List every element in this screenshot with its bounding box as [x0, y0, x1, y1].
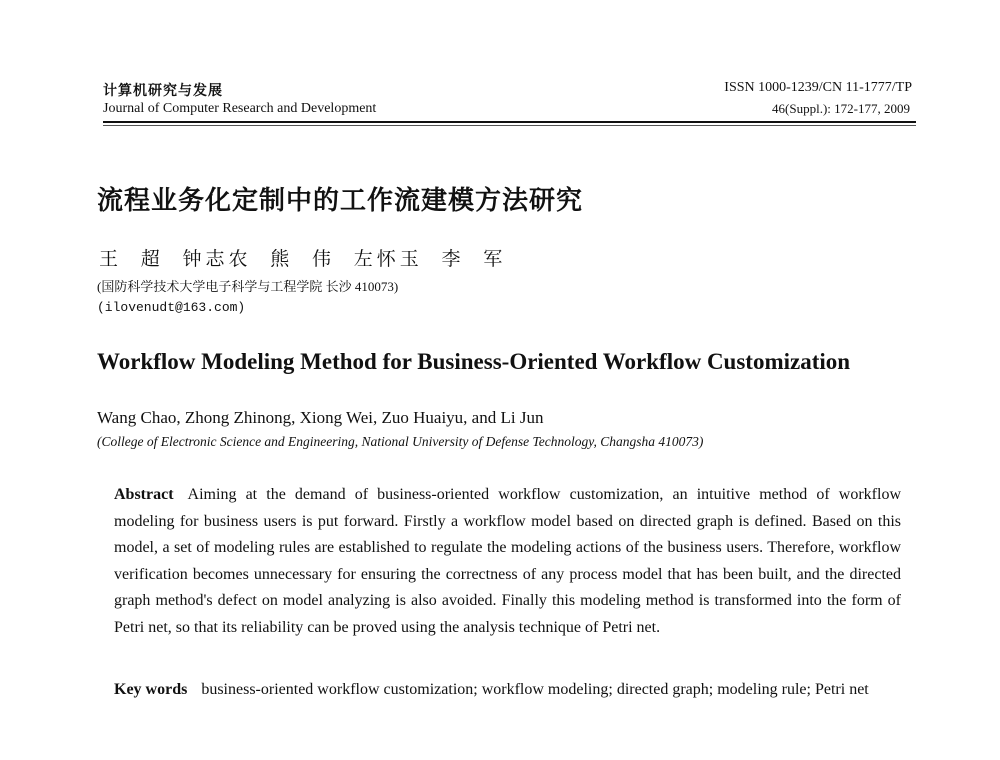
header-rule-thick [103, 121, 916, 123]
volume-label: 46(Suppl.): 172-177, 2009 [772, 101, 910, 116]
keywords-block [114, 677, 901, 704]
affiliation-cn: (国防科学技术大学电子科学与工程学院 长沙 410073) [97, 279, 399, 294]
abstract-label: Abstract [114, 486, 174, 503]
issn-label: ISSN 1000-1239/CN 11-1777/TP [724, 80, 912, 95]
authors-en: Wang Chao, Zhong Zhinong, Xiong Wei, Zuo Huaiyu, and Li Jun [97, 408, 544, 427]
abstract-text: Aiming at the demand of business-oriented workflow customization, an intuitive method of workflow modeling for business users is put forward. Firstly a workflow model based on directed graph is defined. Based on this model, a set of modeling rules are established to regulate the modeling actions of the business users. Therefore, workflow verification becomes unnecessary for ensuring the correctness of any process model that has been built, and the directed graph method's defect on model analyzing is also avoided. Finally this modeling method is transformed into the form of Petri net, so that its reliability can be proved using the analysis technique of Petri net. [114, 486, 901, 636]
journal-name-cn: 计算机研究与发展 [103, 84, 223, 99]
affiliation-en: (College of Electronic Science and Engineering, National University of Defense Technology, Changsha 410073) [97, 434, 704, 449]
authors-cn: 王 超 钟志农 熊 伟 左怀玉 李 军 [99, 249, 507, 270]
paper-title-en: Workflow Modeling Method for Business-Oriented Workflow Customization [97, 349, 851, 374]
author-email: (ilovenudt@163.com) [97, 300, 246, 315]
header-rule-thin [103, 125, 916, 126]
abstract-block [114, 482, 901, 641]
keywords-label: Key words [114, 681, 188, 698]
paper-title-cn: 流程业务化定制中的工作流建模方法研究 [97, 186, 584, 216]
keywords-text: business-oriented workflow customization; workflow modeling; directed graph; modeling rule; Petri net [201, 681, 869, 698]
journal-name-en: Journal of Computer Research and Development [103, 101, 377, 116]
